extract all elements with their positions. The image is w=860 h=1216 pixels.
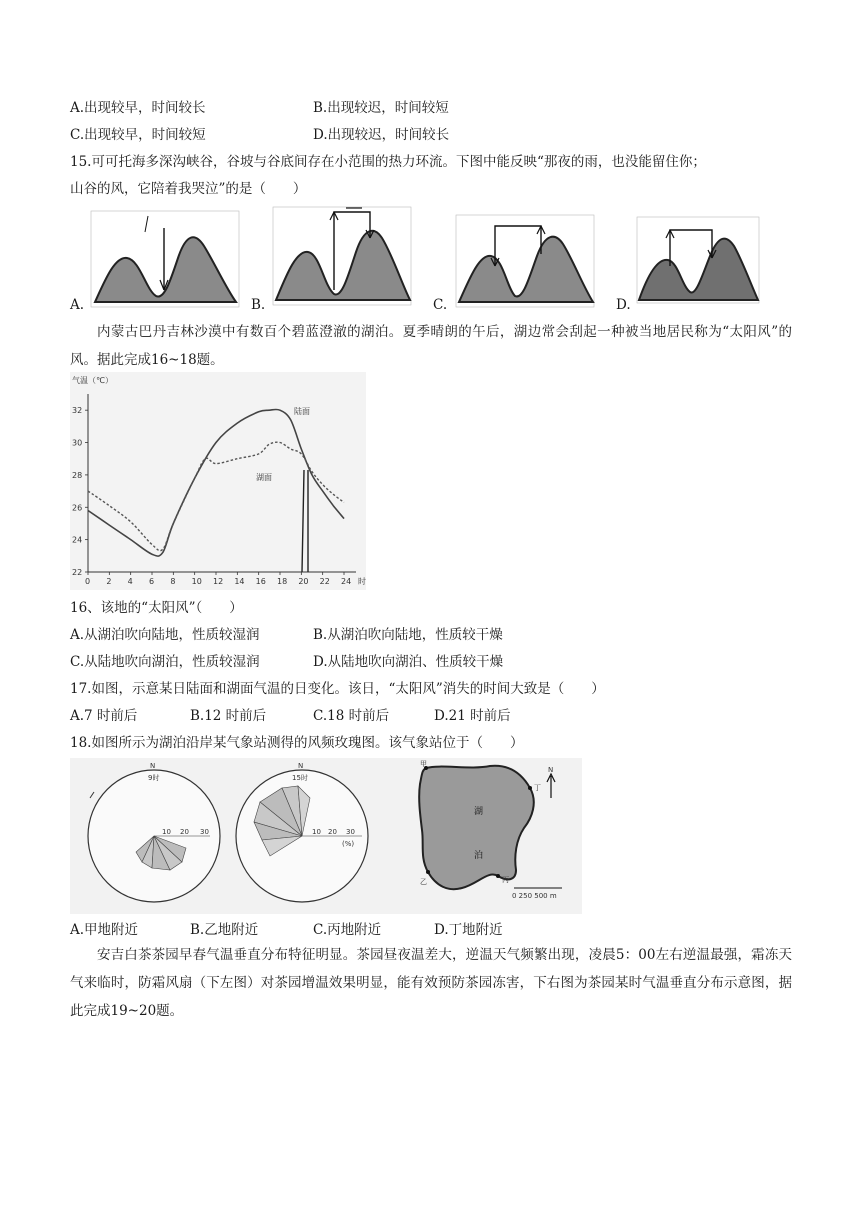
q18-option-b: B.乙地附近 bbox=[190, 922, 259, 938]
q16-option-d: D.从陆地吹向湖泊、性质较干燥 bbox=[313, 654, 504, 670]
x-tick-label: 16 bbox=[255, 577, 266, 586]
y-tick-label: 24 bbox=[72, 535, 83, 545]
q16-option-c: C.从陆地吹向湖泊，性质较湿润 bbox=[70, 654, 260, 670]
map-label-ding: 丁 bbox=[534, 784, 541, 792]
passage-solar-wind: 内蒙古巴丹吉林沙漠中有数百个碧蓝澄澈的湖泊。夏季晴朗的午后，湖边常会刮起一种被当地居民称为“太阳风”的风。据此完成16~18题。 bbox=[70, 324, 792, 368]
x-tick-label: 24 bbox=[341, 577, 352, 586]
valley-figure-c bbox=[455, 214, 595, 308]
q18-option-c: C.丙地附近 bbox=[313, 922, 382, 938]
rose2-tick-10: 10 bbox=[312, 828, 321, 836]
x-tick-label: 6 bbox=[149, 577, 155, 586]
q17-option-b: B.12 时前后 bbox=[190, 708, 267, 724]
x-tick-label: 18 bbox=[277, 577, 288, 586]
valley-figure-b bbox=[272, 206, 412, 306]
wind-rose-figure bbox=[70, 758, 582, 914]
x-tick-label: 14 bbox=[234, 577, 245, 586]
q18-option-d: D.丁地附近 bbox=[434, 922, 503, 938]
rose1-title: 9时 bbox=[148, 774, 160, 782]
q17-option-c: C.18 时前后 bbox=[313, 708, 390, 724]
x-tick-label: 8 bbox=[170, 577, 176, 586]
passage-tea-garden: 安吉白茶茶园早春气温垂直分布特征明显。茶园昼夜温差大，逆温天气频繁出现，凌晨5：00左右逆温最强，霜冻天气来临时，防霜风扇（下左图）对茶园增温效果明显，能有效预防茶园冻害，下右图为茶园某时气温垂直分布示意图，据此完成19~20题。 bbox=[70, 947, 792, 1019]
q17-option-a: A.7 时前后 bbox=[70, 708, 138, 724]
x-tick-label: 22 bbox=[319, 577, 330, 586]
q15-label-d: D. bbox=[616, 297, 631, 313]
valley-figure-a bbox=[90, 210, 240, 308]
map-label-po: 泊 bbox=[474, 851, 484, 861]
rose2-north: N bbox=[298, 762, 304, 770]
x-tick-label: 2 bbox=[106, 577, 112, 586]
map-label-yi: 乙 bbox=[420, 878, 427, 886]
rose1-tick-10: 10 bbox=[162, 828, 171, 836]
x-tick-label: 12 bbox=[213, 577, 224, 586]
q17-stem: 17.如图，示意某日陆面和湖面气温的日变化。该日，“太阳风”消失的时间大致是（ ） bbox=[70, 681, 605, 697]
q15-label-b: B. bbox=[251, 297, 266, 313]
map-north-label: N bbox=[548, 766, 554, 774]
temperature-chart bbox=[70, 372, 366, 590]
q16-option-b: B.从湖泊吹向陆地，性质较干燥 bbox=[313, 627, 503, 643]
y-tick-label: 28 bbox=[72, 470, 83, 480]
q15-stem-line1: 15.可可托海多深沟峡谷，谷坡与谷底间存在小范围的热力环流。下图中能反映“那夜的雨，也没能留住你； bbox=[70, 154, 706, 170]
map-label-bing: 丙 bbox=[502, 876, 509, 884]
rose1-tick-30: 30 bbox=[200, 828, 209, 836]
lake-label: 湖面 bbox=[256, 473, 272, 482]
q15-label-a: A. bbox=[70, 297, 85, 313]
chart-xunit: 时 bbox=[358, 577, 366, 586]
q16-option-a: A.从湖泊吹向陆地，性质较湿润 bbox=[70, 627, 260, 643]
q18-option-a: A.甲地附近 bbox=[70, 922, 139, 938]
y-tick-label: 26 bbox=[72, 503, 83, 513]
rose2-title: 15时 bbox=[292, 774, 308, 782]
rose2-unit: (%) bbox=[342, 840, 355, 848]
map-label-hu: 湖 bbox=[474, 807, 484, 817]
y-tick-label: 32 bbox=[72, 406, 83, 416]
q14-option-b: B.出现较迟，时间较短 bbox=[313, 100, 449, 116]
q14-option-c: C.出现较早，时间较短 bbox=[70, 127, 206, 143]
rose2-tick-20: 20 bbox=[328, 828, 337, 836]
rose1-north: N bbox=[150, 762, 156, 770]
q18-stem: 18.如图所示为湖泊沿岸某气象站测得的风频玫瑰图。该气象站位于（ ） bbox=[70, 735, 524, 751]
q14-option-d: D.出现较迟，时间较长 bbox=[313, 127, 450, 143]
x-tick-label: 0 bbox=[85, 577, 91, 586]
q15-stem-line2: 山谷的风，它陪着我哭泣”的是（ ） bbox=[70, 181, 307, 197]
q17-option-d: D.21 时前后 bbox=[434, 708, 511, 724]
x-tick-label: 10 bbox=[191, 577, 202, 586]
rose1-tick-20: 20 bbox=[180, 828, 189, 836]
map-label-jia: 甲 bbox=[420, 760, 427, 768]
rose2-tick-30: 30 bbox=[346, 828, 355, 836]
q15-label-c: C. bbox=[433, 297, 448, 313]
map-scale: 0 250 500 m bbox=[512, 892, 557, 900]
q16-stem: 16、该地的“太阳风”（ ） bbox=[70, 600, 243, 616]
x-tick-label: 4 bbox=[127, 577, 133, 586]
y-tick-label: 30 bbox=[72, 438, 83, 448]
x-tick-label: 20 bbox=[298, 577, 309, 586]
land-label: 陆面 bbox=[294, 407, 310, 416]
valley-figure-d bbox=[636, 216, 760, 304]
q14-option-a: A.出现较早，时间较长 bbox=[70, 100, 206, 116]
chart-ylabel: 气温（℃） bbox=[72, 376, 113, 385]
y-tick-label: 22 bbox=[72, 568, 83, 577]
